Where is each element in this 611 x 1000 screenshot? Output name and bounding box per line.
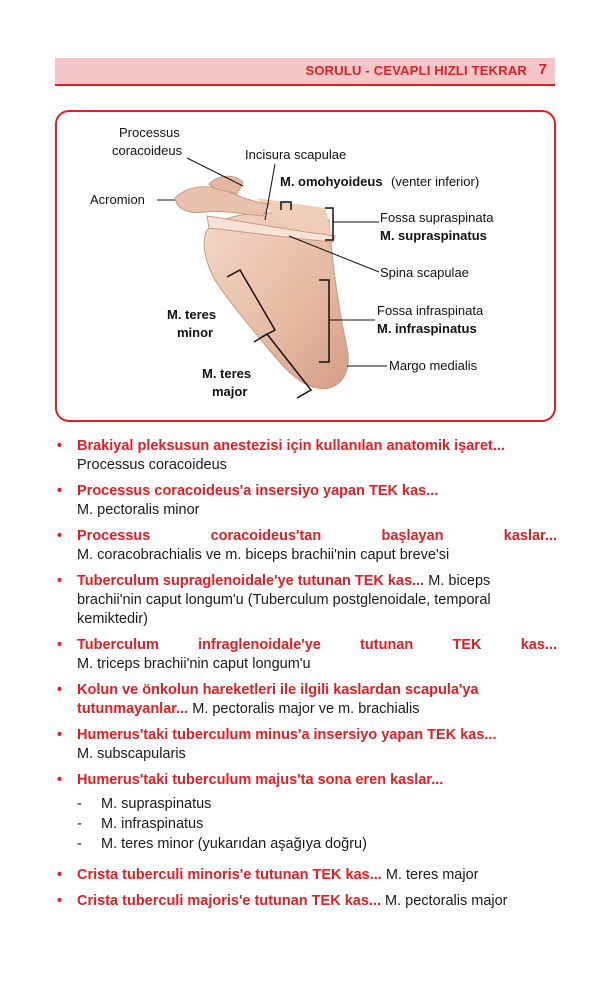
sub-item-text: M. teres minor (yukarıdan aşağıya doğru) bbox=[101, 836, 367, 852]
page-number: 7 bbox=[538, 61, 547, 78]
list-item bbox=[55, 437, 557, 475]
item-question: Tuberculum infraglenoidale'ye tutunan TEK kas... bbox=[77, 637, 557, 653]
item-question: Crista tuberculi majoris'e tutunan TEK kas... bbox=[77, 893, 381, 909]
bullet: • bbox=[57, 637, 63, 653]
page-header bbox=[55, 58, 555, 86]
label-m-infraspinatus: M. infraspinatus bbox=[377, 321, 477, 336]
label-omohyoideus bbox=[280, 173, 479, 190]
item-question: Kolun ve önkolun hareketleri ile ilgili kaslardan scapula'ya tutunmayanlar... bbox=[77, 682, 479, 717]
label-teres-major-1: M. teres bbox=[202, 366, 252, 381]
bullet: • bbox=[57, 682, 63, 698]
bullet: • bbox=[57, 573, 63, 589]
bullet: • bbox=[57, 727, 63, 743]
list-item bbox=[55, 572, 557, 629]
bullet: • bbox=[57, 438, 63, 454]
item-question: Processus coracoideus'tan başlayan kaslar... bbox=[77, 528, 557, 544]
scapula-illustration bbox=[57, 112, 554, 420]
list-item bbox=[55, 527, 557, 565]
label-fossa-supraspinata: Fossa supraspinata bbox=[380, 210, 494, 225]
header-title: SORULU - CEVAPLI HIZLI TEKRAR bbox=[305, 63, 527, 78]
label-incisura: Incisura scapulae bbox=[245, 147, 347, 162]
bullet: • bbox=[57, 528, 63, 544]
sub-list bbox=[77, 794, 557, 854]
label-margo-medialis: Margo medialis bbox=[389, 358, 478, 373]
sub-item-text: M. supraspinatus bbox=[101, 796, 212, 812]
list-item bbox=[55, 482, 557, 520]
bullet: • bbox=[57, 772, 63, 788]
item-question: Humerus'taki tuberculum majus'ta sona eren kaslar... bbox=[77, 772, 444, 788]
item-answer: M. subscapularis bbox=[77, 746, 186, 762]
item-answer: Processus coracoideus bbox=[77, 457, 227, 473]
item-answer: M. pectoralis major bbox=[385, 893, 508, 909]
label-teres-minor-2: minor bbox=[177, 325, 214, 340]
item-question: Crista tuberculi minoris'e tutunan TEK kas... bbox=[77, 867, 382, 883]
qa-list bbox=[55, 437, 557, 918]
label-teres-minor-1: M. teres bbox=[167, 307, 217, 322]
acromion-shape bbox=[175, 187, 269, 216]
item-answer: M. biceps brachii'nin caput longum'u (Tuberculum postglenoidale, temporal kemiktedir) bbox=[77, 573, 491, 627]
scapula-figure bbox=[55, 110, 556, 422]
label-m-supraspinatus: M. supraspinatus bbox=[380, 228, 487, 243]
item-question: Brakiyal pleksusun anestezisi için kullanılan anatomik işaret... bbox=[77, 438, 505, 454]
item-question: Tuberculum supraglenoidale'ye tutunan TEK kas... bbox=[77, 573, 425, 589]
label-teres-major-2: major bbox=[212, 384, 248, 399]
bullet: • bbox=[57, 893, 63, 909]
label-processus-1: Processus bbox=[119, 125, 180, 140]
list-item bbox=[55, 866, 557, 885]
list-item bbox=[55, 636, 557, 674]
item-answer: M. teres major bbox=[385, 867, 479, 883]
label-fossa-infraspinata: Fossa infraspinata bbox=[377, 303, 484, 318]
sub-list-item: - M. teres minor (yukarıdan aşağıya doğru) bbox=[77, 836, 367, 852]
label-processus-2: coracoideus bbox=[112, 143, 183, 158]
list-item bbox=[55, 726, 557, 764]
sub-list-item: - M. supraspinatus bbox=[77, 796, 212, 812]
list-item bbox=[55, 892, 557, 911]
item-answer: M. pectoralis minor bbox=[77, 502, 200, 518]
item-answer: M. coracobrachialis ve m. biceps brachii'nin caput breve'si bbox=[77, 547, 450, 563]
sub-item-text: M. infraspinatus bbox=[101, 816, 204, 832]
label-omohyoideus-rest: (venter inferior) bbox=[391, 174, 480, 189]
label-acromion: Acromion bbox=[90, 192, 145, 207]
label-spina-scapulae: Spina scapulae bbox=[380, 265, 469, 280]
item-answer: M. pectoralis major ve m. brachialis bbox=[192, 701, 420, 717]
bullet: • bbox=[57, 867, 63, 883]
sub-list-item: - M. infraspinatus bbox=[77, 816, 204, 832]
bullet: • bbox=[57, 483, 63, 499]
item-question: Processus coracoideus'a insersiyo yapan TEK kas... bbox=[77, 483, 439, 499]
list-item bbox=[55, 771, 557, 854]
label-omohyoideus-bold: M. omohyoideus bbox=[280, 174, 383, 189]
list-item bbox=[55, 681, 557, 719]
item-question: Humerus'taki tuberculum minus'a insersiyo yapan TEK kas... bbox=[77, 727, 497, 743]
item-answer: M. triceps brachii'nin caput longum'u bbox=[77, 656, 311, 672]
